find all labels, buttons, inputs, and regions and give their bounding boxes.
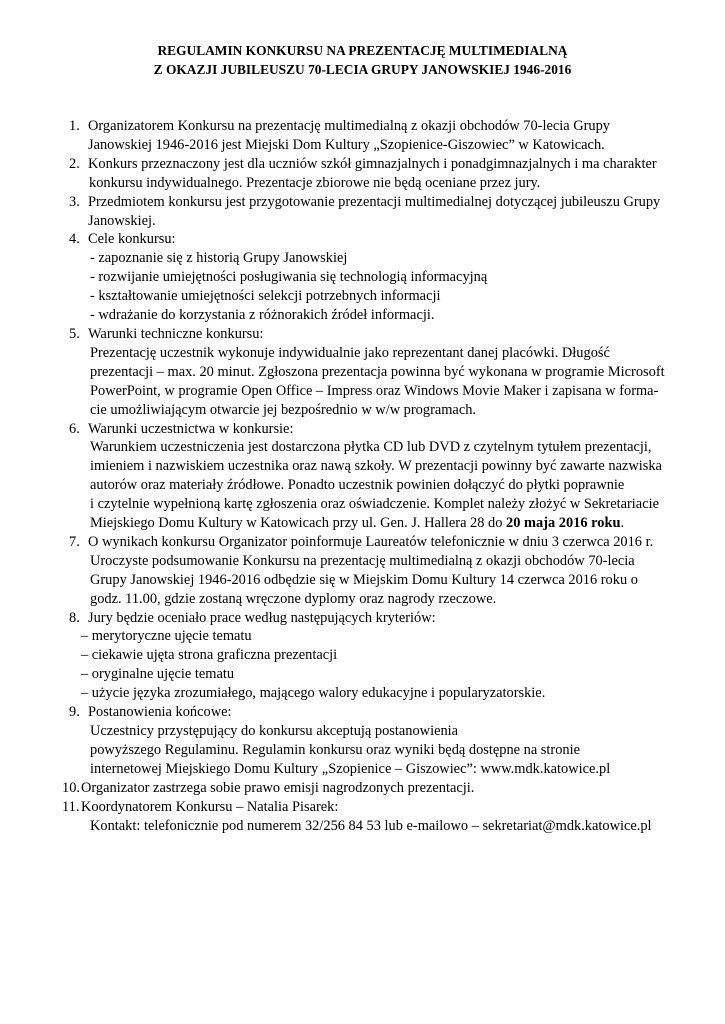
list-item: 4. Cele konkursu: xyxy=(69,231,176,248)
list-item: 6. Warunki uczestnictwa w konkursie: xyxy=(69,420,294,437)
list-item: 1. Organizatorem Konkursu na prezentację multimedialną z okazji obchodów 70-lecia Grupy xyxy=(69,118,611,134)
document-title: REGULAMIN KONKURSU NA PREZENTACJĘ MULTIMEDIALNĄ xyxy=(157,43,568,58)
list-item: 8. Jury będzie oceniało prace według następujących kryteriów: xyxy=(69,609,436,626)
list-item: 10.Organizator zastrzega sobie prawo emisji nagrodzonych prezentacji. xyxy=(62,779,475,796)
document-subtitle: Z OKAZJI JUBILEUSZU 70-LECIA GRUPY JANOWSKIEJ 1946-2016 xyxy=(153,62,572,77)
list-item: 9. Postanowienia końcowe: xyxy=(69,704,232,721)
list-item: 2. Konkurs przeznaczony jest dla uczniów szkół gimnazjalnych i ponadgimnazjalnych i ma charakter xyxy=(69,155,657,172)
list-item: 11. Koordynatorem Konkursu – Natalia Pisarek: xyxy=(62,798,339,815)
list-item: 3. Przedmiotem konkursu jest przygotowanie prezentacji multimedialnej dotyczącej jubileuszu Grupy xyxy=(69,193,661,210)
list-item: 5. Warunki techniczne konkursu: xyxy=(69,325,264,342)
list-item: 7. O wynikach konkursu Organizator poinformuje Laureatów telefonicznie w dniu 3 czerwca 2016 r. xyxy=(69,533,654,550)
deadline-date: 20 maja 2016 roku xyxy=(506,515,621,532)
regulations-list: 1. Organizatorem Konkursu na prezentację multimedialną z okazji obchodów 70-lecia Grupy Janowskiej 1946-2016 jest Miejski Dom Kultury „Szopienice-Giszowiec” w Katowicach. 2. Konkurs przeznaczony jest dla uczniów szkół gimnazjalnych i ponadgimnazjalnych i ma charakter konkursu indywidualnego. Prezentacje zbiorowe nie będą oceniane przez jury. 3. Przedmiotem konkursu jest przygotowanie prezentacji multimedialnej dotyczącej jubileuszu Grupy Janowskiej. 4. Cele konkursu: - zapoznanie się z historią Grupy Janowskiej - rozwijanie umiejętności posługiwania się technologią informacyjną - kształtowanie umiejętności selekcji potrzebnych informacji - wdrażanie do korzystania z różnorakich źródeł informacji. 5. Warunki techniczne konkursu: Prezentację uczestnik wykonuje indywidualnie jako reprezentant danej placówki. Długość prezentacji – max. 20 minut. Zgłoszona prezentacja powinna być wykonana w programie Microsoft PowerPoint, w programie Open Office – Impress oraz Windows Movie Maker i zapisana w forma- cie umożliwiającym otwarcie jej bezpośrednio w w/w programach. 6. Warunki uczestnictwa w konkursie: Warunkiem uczestniczenia jest dostarczona płytka CD lub DVD z czytelnym tytułem prezentacji, imieniem i nazwiskiem uczestnika oraz nawą szkoły. W prezentacji powinny być zawarte nazwiska autorów oraz materiały źródłowe. Ponadto uczestnik powinien dołączyć do płytki poprawnie i czytelnie wypełnioną kartę zgłoszenia oraz oświadczenie. Komplet należy złożyć w Sekretariacie Miejskiego Domu Kultury w Katowicach przy ul. Gen. J. Hallera 28 do 20 maja 2016 roku. 7. O wynikach konkursu Organizator poinformuje Laureatów telefonicznie w dniu 3 czerwca 2016 r. Uroczyste podsumowanie Konkursu na prezentację multimedialną z okazji obchodów 70-lecia Grupy Janowskiej 1946-2016 odbędzie się w Miejskim Domu Kultury 14 czerwca 2016 roku o godz. 11.00, gdzie zostaną wręczone dyplomy oraz nagrody rzeczowe. 8. Jury będzie oceniało prace według następujących kryteriów: – merytoryczne ujęcie tematu – ciekawie ujęta strona graficzna prezentacji – oryginalne ujęcie tematu – użycie języka zrozumiałego, mającego walory edukacyjne i popularyzatorskie. 9. Postanowienia końcowe: Uczestnicy przystępujący do konkursu akceptują postanowienia powyższego Regulaminu. Regulamin konkursu oraz wyniki będą dostępne na stronie internetowej Miejskiego Domu Kultury „Szopienice – Giszowiec”: www.mdk.katowice.pl 10.Organizator zastrzega sobie prawo emisji nagrodzonych prezentacji. 11. Koordynatorem Konkursu – Natalia Pisarek: Kontakt: telefonicznie pod numerem 32/256 84 53 lub e-mailowo – sekretariat@mdk.katowice.pl xyxy=(69,117,709,835)
